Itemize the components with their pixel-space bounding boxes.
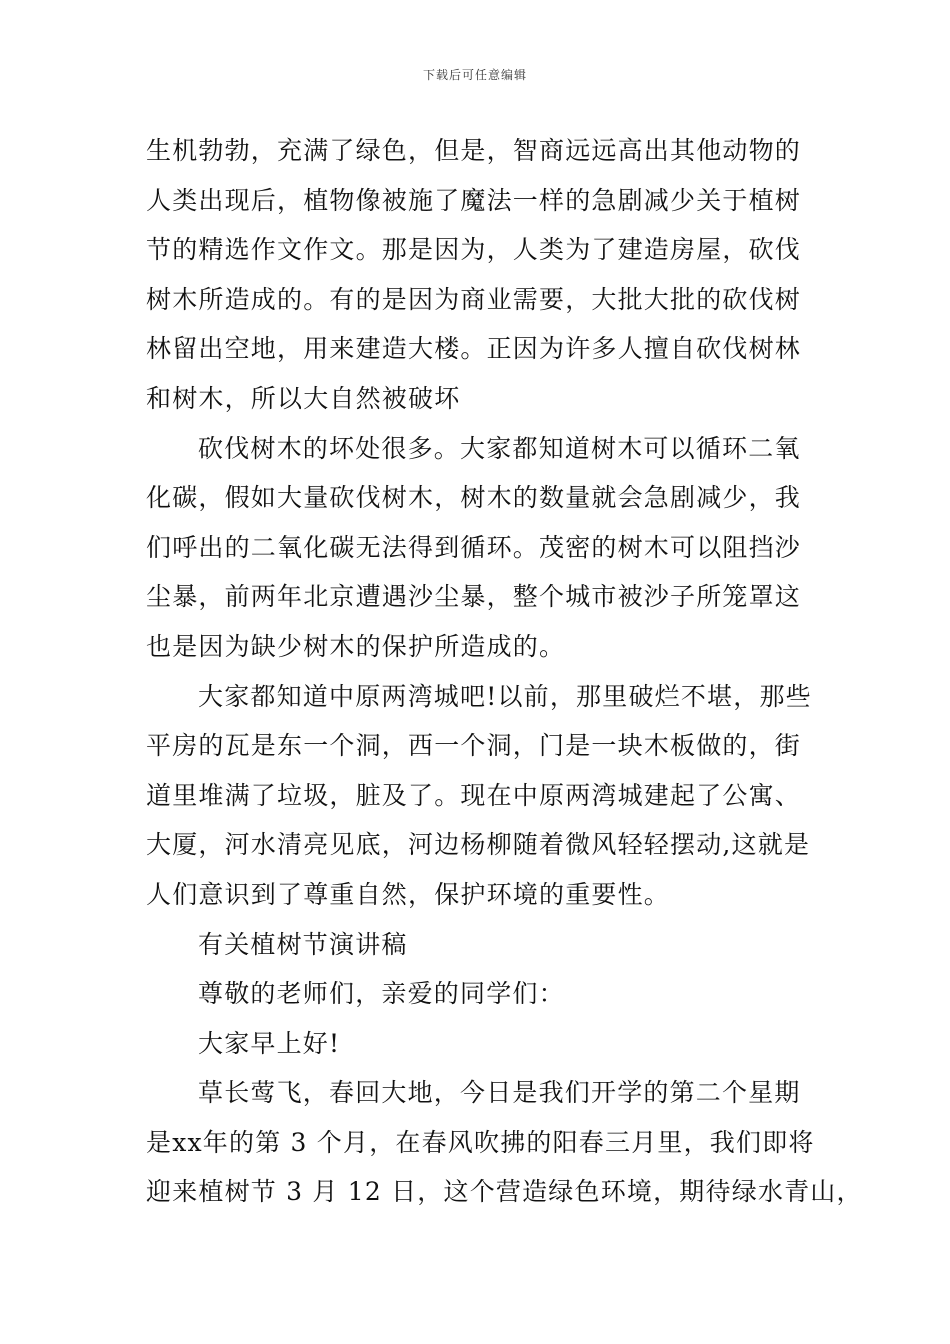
text-line: 是xx年的第 3 个月，在春风吹拂的阳春三月里，我们即将 xyxy=(146,1127,815,1157)
text-line: 草长莺飞，春回大地，今日是我们开学的第二个星期 xyxy=(198,1078,801,1108)
text-line: 尊敬的老师们，亲爱的同学们： xyxy=(198,979,565,1009)
text-line: 也是因为缺少树木的保护所造成的。 xyxy=(146,631,566,661)
text-line: 节的精选作文作文。那是因为，人类为了建造房屋，砍伐 xyxy=(146,235,802,265)
text-line: 林留出空地，用来建造大楼。正因为许多人擅自砍伐树林 xyxy=(146,334,802,364)
text-line: 人们意识到了尊重自然，保护环境的重要性。 xyxy=(146,879,671,909)
text-line: 砍伐树木的坏处很多。大家都知道树木可以循环二氧 xyxy=(198,433,801,463)
text-line: 有关植树节演讲稿 xyxy=(198,929,408,959)
text-line: 尘暴，前两年北京遭遇沙尘暴，整个城市被沙子所笼罩这 xyxy=(146,582,802,612)
text-line: 生机勃勃，充满了绿色，但是，智商远远高出其他动物的 xyxy=(146,136,802,165)
document-body xyxy=(146,126,863,1217)
text-line: 们呼出的二氧化碳无法得到循环。茂密的树木可以阻挡沙 xyxy=(146,532,802,562)
text-line: 大家早上好! xyxy=(198,1028,341,1058)
header-note: 下载后可任意编辑 xyxy=(422,68,527,82)
text-line: 大家都知道中原两湾城吧!以前，那里破烂不堪，那些 xyxy=(198,681,812,711)
text-line: 平房的瓦是东一个洞，西一个洞，门是一块木板做的，街 xyxy=(146,731,802,761)
text-line: 大厦，河水清亮见底，河边杨柳随着微风轻轻摆动,这就是 xyxy=(146,830,811,860)
text-line: 迎来植树节 3 月 12 日，这个营造绿色环境，期待绿水青山， xyxy=(146,1177,863,1207)
text-line: 和树木，所以大自然被破坏 xyxy=(146,383,461,413)
text-line: 树木所造成的。有的是因为商业需要，大批大批的砍伐树 xyxy=(146,284,802,314)
text-line: 道里堆满了垃圾，脏及了。现在中原两湾城建起了公寓、 xyxy=(146,780,802,810)
text-line: 化碳，假如大量砍伐树木，树木的数量就会急剧减少，我 xyxy=(146,483,802,513)
text-line: 人类出现后，植物像被施了魔法一样的急剧减少关于植树 xyxy=(146,185,802,215)
